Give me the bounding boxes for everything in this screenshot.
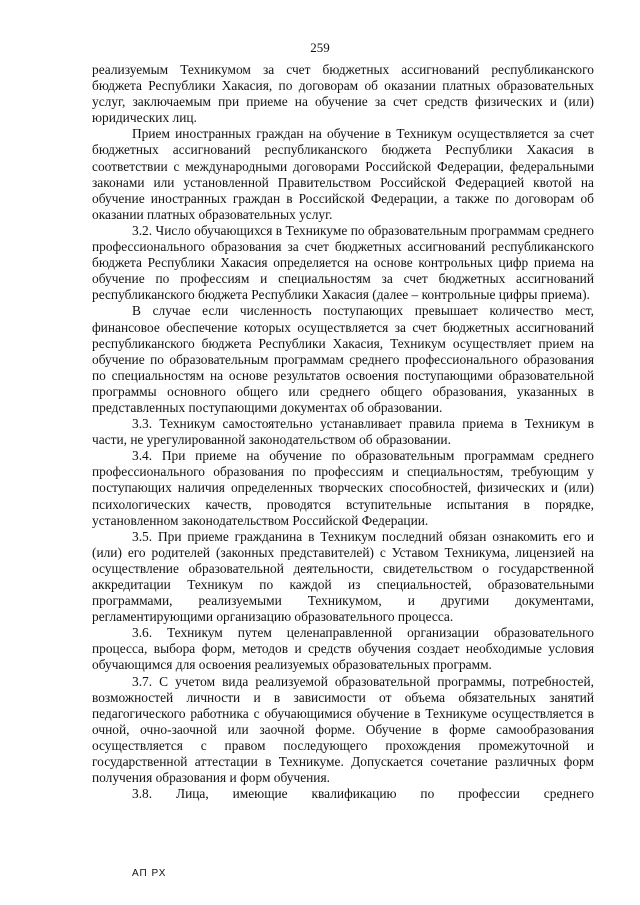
- paragraph-3-4: 3.4. При приеме на обучение по образовательным программам среднего профессионального образования по профессиям и специальностям, требующим у поступающих наличия определенных творческих способностей, физических и (или) психологических качеств, проводятся вступительные испытания в порядке, установленном законодательством Российской Федерации.: [92, 448, 594, 528]
- paragraph-3-2: 3.2. Число обучающихся в Техникуме по образовательным программам среднего профессионального образования за счет бюджетных ассигнований республиканского бюджета Республики Хакасия определяется на основе контрольных цифр приема на обучение по профессиям и специальностям за счет бюджетных ассигнований республиканского бюджета Республики Хакасия (далее – контрольные цифры приема).: [92, 222, 594, 303]
- paragraph-3-8: 3.8. Лица, имеющие квалификацию по профессии среднего: [132, 786, 594, 802]
- paragraph-3-7: 3.7. С учетом вида реализуемой образовательной программы, потребностей, возможностей личности и в зависимости от объема обязательных занятий педагогического работника с обучающимися обучение в Техникуме осуществляется в очной, очно-заочной или заочной форме. Обучение в форме самообразования осуществляется с правом последующего прохождения промежуточной и государственной аттестации в Техникуме. Допускается сочетание различных форм получения образования и форм обучения.: [92, 673, 594, 786]
- paragraph-1: реализуемым Техникумом за счет бюджетных ассигнований республиканского бюджета Республики Хакасия, по договорам об оказании платных образовательных услуг, заключаемым при приеме на обучение за счет средств физических и (или) юридических лиц.: [92, 62, 594, 126]
- paragraph-3-3: 3.3. Техникум самостоятельно устанавливает правила приема в Техникум в части, не урегулированной законодательством об образовании.: [92, 416, 594, 448]
- paragraph-3-6: 3.6. Техникум путем целенаправленной организации образовательного процесса, выбора форм, методов и средств обучения создает необходимые условия обучающимся для освоения реализуемых образовательных программ.: [92, 625, 594, 673]
- document-body: [92, 62, 594, 802]
- paragraph-3-2-continued: В случае если численность поступающих превышает количество мест, финансовое обеспечение которых осуществляется за счет бюджетных ассигнований республиканского бюджета Республики Хакасия, Техникум осуществляет прием на обучение по образовательным программам среднего профессионального образования по специальностям на основе результатов освоения поступающими образовательной программы основного общего или среднего общего образования, указанных в представленных поступающими документах об образовании.: [92, 303, 594, 415]
- paragraph-2: Прием иностранных граждан на обучение в Техникум осуществляется за счет бюджетных ассигнований республиканского бюджета Республики Хакасия в соответствии с международными договорами Российской Федерации, федеральными законами или установленной Правительством Российской Федерацией квотой на обучение иностранных граждан в Российской Федерации, а также по договорам об оказании платных образовательных услуг.: [92, 126, 594, 222]
- paragraph-3-5: 3.5. При приеме гражданина в Техникум последний обязан ознакомить его и (или) его родителей (законных представителей) с Уставом Техникума, лицензией на осуществление образовательной деятельности, свидетельством о государственной аккредитации Техникум по каждой из специальностей, образовательными программами, реализуемыми Техникумом, и другими документами, регламентирующими организацию образовательного процесса.: [92, 528, 594, 625]
- page-number: 259: [310, 40, 330, 55]
- footer-stamp: АП РХ: [132, 868, 167, 879]
